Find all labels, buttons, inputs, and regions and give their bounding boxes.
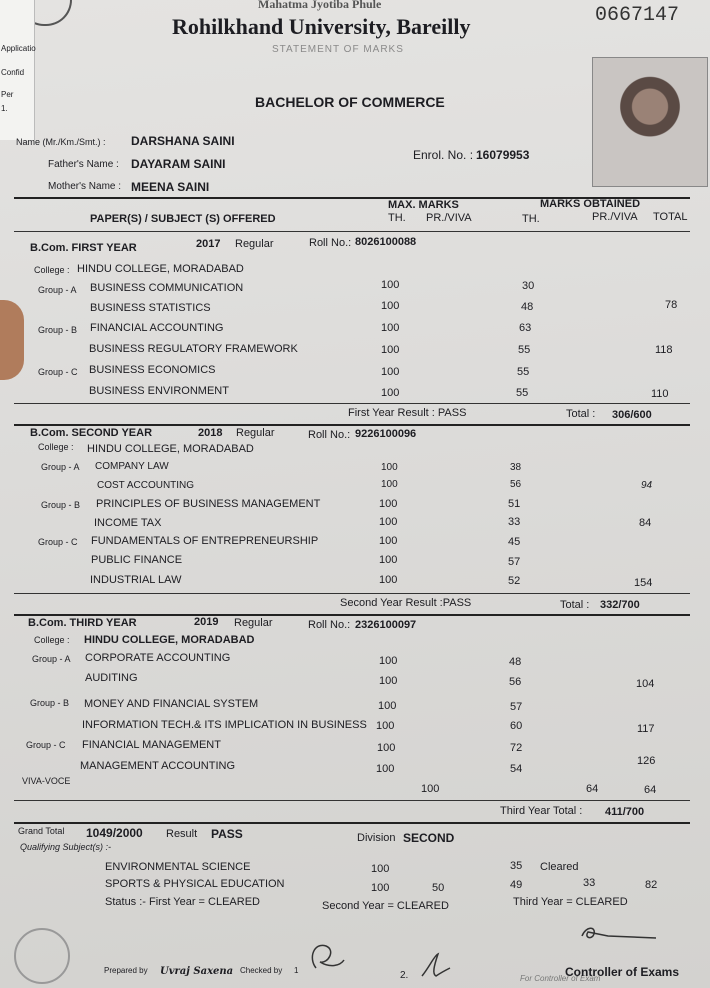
roll-number: 8026100088	[355, 236, 417, 248]
subject-name: BUSINESS COMMUNICATION	[90, 282, 244, 294]
year-total: 332/700	[600, 599, 640, 611]
group-total: 118	[655, 344, 673, 356]
subject-name: BUSINESS REGULATORY FRAMEWORK	[89, 343, 298, 355]
group-total: 104	[636, 678, 655, 690]
year-result: First Year Result : PASS	[348, 407, 467, 419]
max-mark: 100	[381, 279, 400, 291]
division: SECOND	[403, 831, 455, 845]
year-total: 411/700	[605, 806, 645, 818]
university-seal	[14, 928, 70, 984]
year-type: Regular	[234, 617, 273, 629]
obtained-mark: 51	[508, 498, 521, 510]
obtained-mark: 56	[510, 479, 522, 490]
obtained-mark: 30	[522, 280, 535, 292]
grand-total: 1049/2000	[86, 826, 143, 840]
subject-name: FINANCIAL ACCOUNTING	[90, 322, 224, 334]
group-label: Group - C	[38, 367, 78, 377]
max-mark: 100	[381, 387, 400, 399]
obt-pr-header: PR./VIVA	[592, 211, 638, 223]
roll-label: Roll No.:	[309, 237, 352, 249]
max-th-header: TH.	[388, 212, 406, 224]
obtained-mark: 38	[510, 462, 522, 473]
name-label: Name (Mr./Km./Smt.) :	[16, 137, 106, 147]
roll-label: Roll No.:	[308, 429, 351, 441]
qualifying-max: 100	[371, 882, 390, 894]
checked-label: Checked by	[240, 966, 283, 975]
year-title: B.Com. THIRD YEAR	[28, 617, 137, 629]
max-mark: 100	[379, 535, 398, 547]
qualifying-total: 82	[645, 879, 658, 891]
max-mark: 100	[379, 516, 398, 528]
max-mark: 100	[381, 300, 400, 312]
rule-header	[14, 231, 690, 232]
subject-name: BUSINESS ECONOMICS	[89, 364, 216, 376]
year-title: B.Com. SECOND YEAR	[30, 427, 153, 439]
second-signatory-marker: 2.	[400, 970, 409, 981]
qualifying-obtained: 49	[510, 879, 523, 891]
group-total: 117	[637, 723, 655, 735]
father-label: Father's Name :	[48, 159, 119, 170]
subject-name: FINANCIAL MANAGEMENT	[82, 739, 221, 751]
prepared-label: Prepared by	[104, 966, 148, 975]
qualifying-max: 100	[371, 863, 390, 875]
thumb	[0, 300, 24, 380]
serial-number: 0667147	[595, 4, 680, 27]
mother-label: Mother's Name :	[48, 181, 122, 192]
max-mark: 100	[379, 675, 398, 687]
year-total: 306/600	[612, 409, 652, 421]
father-name: DAYARAM SAINI	[131, 157, 226, 171]
clip-text-4: 1.	[1, 104, 8, 113]
roll-label: Roll No.:	[308, 619, 351, 631]
group-label: Group - B	[38, 325, 78, 335]
subject-name: INDUSTRIAL LAW	[90, 574, 182, 586]
obtained-mark: 48	[509, 656, 522, 668]
group-total: 78	[665, 299, 678, 311]
obtained-mark: 72	[510, 742, 523, 754]
obt-th-header: TH.	[522, 213, 540, 225]
obtained-mark: 63	[519, 322, 532, 334]
student-photo	[592, 57, 708, 187]
clip-text-1: Applicatio	[1, 44, 36, 53]
qualifying-max-pr: 50	[432, 882, 445, 894]
subject-name: COST ACCOUNTING	[97, 480, 195, 491]
year-session: 2018	[198, 427, 223, 439]
max-mark: 100	[378, 700, 397, 712]
rule	[14, 614, 690, 616]
group-label: Group - B	[30, 698, 70, 708]
obtained-mark: 60	[510, 720, 523, 732]
group-total: 84	[639, 517, 652, 529]
controller-title: Controller of Exams	[565, 965, 680, 979]
subject-name: CORPORATE ACCOUNTING	[85, 652, 231, 664]
max-mark: 100	[381, 462, 398, 473]
checked-marker: 1	[294, 966, 299, 975]
year-title: B.Com. FIRST YEAR	[30, 242, 137, 254]
group-label: Group - A	[32, 654, 71, 664]
max-mark: 100	[376, 763, 395, 775]
group-label: Group - B	[41, 500, 81, 510]
subject-name: AUDITING	[85, 672, 138, 684]
max-mark: 100	[381, 479, 398, 490]
college-name: HINDU COLLEGE, MORADABAD	[87, 443, 254, 455]
obtained-mark: 33	[508, 516, 521, 528]
year-total-label: Total :	[566, 408, 596, 420]
year-total-label: Total :	[560, 599, 590, 611]
obtained-mark: 57	[510, 701, 523, 713]
qualifying-obtained: 35	[510, 860, 523, 872]
year-total-label: Third Year Total :	[500, 805, 583, 817]
subject-name: PRINCIPLES OF BUSINESS MANAGEMENT	[96, 498, 321, 510]
year-type: Regular	[235, 238, 274, 250]
obtained-mark: 55	[518, 344, 531, 356]
obt-total-header: TOTAL	[653, 211, 688, 223]
obtained-mark: 55	[516, 387, 529, 399]
subject-name: PUBLIC FINANCE	[91, 554, 183, 566]
subject-name: INCOME TAX	[94, 517, 162, 529]
qualifying-subject: SPORTS & PHYSICAL EDUCATION	[105, 878, 285, 890]
qualifying-subject: ENVIRONMENTAL SCIENCE	[105, 861, 251, 873]
subject-name: COMPANY LAW	[95, 461, 169, 472]
max-mark: 100	[379, 498, 398, 510]
viva-label: VIVA-VOCE	[22, 776, 71, 786]
viva-max: 100	[421, 783, 440, 795]
statement-title: STATEMENT OF MARKS	[272, 44, 404, 55]
second-signature	[416, 950, 452, 980]
college-label: College :	[34, 635, 70, 645]
status-first-year: Status :- First Year = CLEARED	[105, 896, 260, 908]
obtained-mark: 57	[508, 556, 521, 568]
division-label: Division	[357, 832, 396, 844]
subject-name: INFORMATION TECH.& ITS IMPLICATION IN BUSINESS	[82, 719, 367, 731]
subject-name: MONEY AND FINANCIAL SYSTEM	[84, 698, 259, 710]
max-mark: 100	[381, 366, 400, 378]
obtained-mark: 52	[508, 575, 521, 587]
year-session: 2019	[194, 616, 219, 628]
qualifying-pr: 33	[583, 877, 596, 889]
obtained-mark: 55	[517, 366, 530, 378]
prepared-by: Uvraj Saxena	[160, 966, 234, 977]
max-mark: 100	[381, 322, 400, 334]
status-third-year: Third Year = CLEARED	[513, 896, 628, 908]
group-label: Group - C	[26, 740, 66, 750]
student-name: DARSHANA SAINI	[131, 134, 235, 148]
year-session: 2017	[196, 238, 221, 250]
university-top-line: Mahatma Jyotiba Phule	[258, 0, 382, 11]
rule	[14, 593, 690, 594]
checker-signature	[306, 938, 346, 974]
obtained-mark: 56	[509, 676, 522, 688]
group-total: 110	[651, 388, 669, 400]
max-mark: 100	[379, 655, 398, 667]
max-marks-header: MAX. MARKS	[388, 199, 459, 211]
viva-obtained: 64	[586, 783, 599, 795]
college-name: HINDU COLLEGE, MORADABAD	[84, 634, 255, 646]
year-type: Regular	[236, 427, 275, 439]
group-total: 154	[634, 577, 653, 589]
result-label: Result	[166, 828, 198, 840]
max-pr-header: PR./VIVA	[426, 212, 472, 224]
controller-signature	[578, 922, 658, 948]
subject-name: BUSINESS ENVIRONMENT	[89, 385, 229, 397]
rule	[14, 822, 690, 824]
status-second-year: Second Year = CLEARED	[322, 900, 449, 912]
clip-text-3: Per	[1, 90, 14, 99]
year-result: Second Year Result :PASS	[340, 597, 472, 609]
qualifying-status: Cleared	[540, 861, 579, 873]
enrol-label: Enrol. No. :	[413, 148, 474, 162]
max-mark: 100	[379, 574, 398, 586]
clip-text-2: Confid	[1, 68, 25, 77]
rule	[14, 403, 690, 404]
grand-total-label: Grand Total	[18, 826, 65, 836]
college-label: College :	[38, 442, 74, 452]
subject-name: MANAGEMENT ACCOUNTING	[80, 760, 236, 772]
enrol-number: 16079953	[476, 148, 530, 162]
max-mark: 100	[377, 742, 396, 754]
college-label: College :	[34, 265, 70, 275]
controller-note: For Controller of Exam	[520, 974, 601, 983]
subject-name: BUSINESS STATISTICS	[90, 302, 211, 314]
marks-obtained-header: MARKS OBTAINED	[540, 198, 641, 210]
roll-number: 2326100097	[355, 619, 417, 631]
subject-name: FUNDAMENTALS OF ENTREPRENEURSHIP	[91, 535, 319, 547]
final-result: PASS	[211, 827, 243, 841]
mother-name: MEENA SAINI	[131, 180, 210, 194]
university-name: Rohilkhand University, Bareilly	[172, 14, 471, 39]
obtained-mark: 54	[510, 763, 523, 775]
obtained-mark: 45	[508, 536, 521, 548]
degree-title: BACHELOR OF COMMERCE	[255, 94, 445, 110]
roll-number: 9226100096	[355, 428, 417, 440]
rule	[14, 800, 690, 801]
group-label: Group - A	[41, 462, 80, 472]
max-mark: 100	[376, 720, 395, 732]
group-total: 94	[641, 480, 653, 491]
max-mark: 100	[381, 344, 400, 356]
college-name: HINDU COLLEGE, MORADABAD	[77, 263, 244, 275]
papers-header: PAPER(S) / SUBJECT (S) OFFERED	[90, 213, 276, 225]
attached-paper-strip	[0, 0, 35, 140]
qualifying-label: Qualifying Subject(s) :-	[20, 842, 112, 852]
group-label: Group - A	[38, 285, 77, 295]
obtained-mark: 48	[521, 301, 534, 313]
rule	[14, 424, 690, 426]
group-label: Group - C	[38, 537, 78, 547]
viva-total: 64	[644, 784, 657, 796]
group-total: 126	[637, 755, 656, 767]
max-mark: 100	[379, 554, 398, 566]
